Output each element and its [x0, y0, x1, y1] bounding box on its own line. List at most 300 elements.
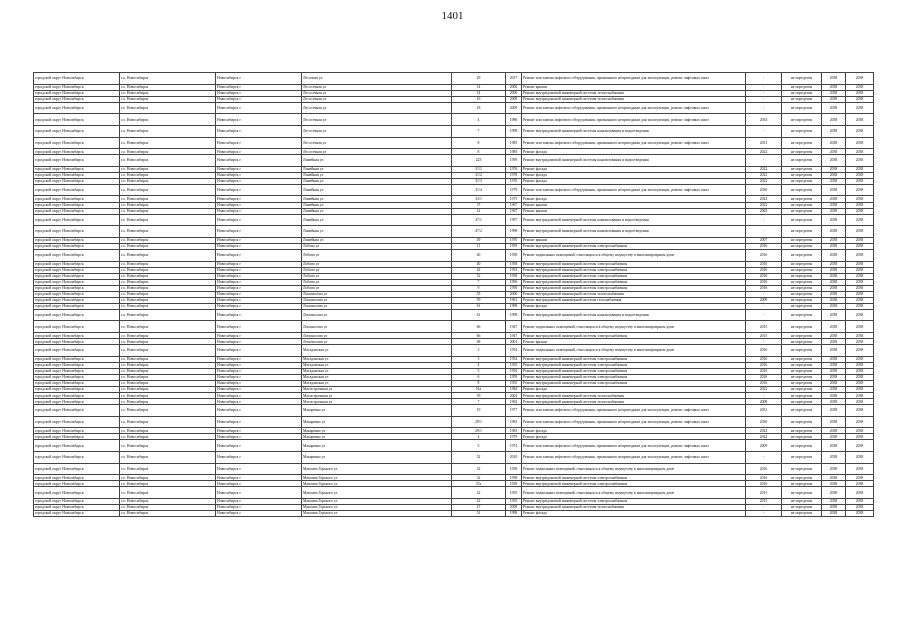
work-type-cell: Ремонт внутридомовой инженерной системы канализования и водоотведения: [522, 155, 746, 167]
year-cell: 1956: [506, 279, 522, 285]
status-cell: не определен: [782, 137, 822, 149]
year-from-cell: 2038: [822, 172, 846, 178]
plan-year-cell: -: [746, 504, 782, 510]
city-cell: Новосибирск г: [216, 114, 302, 126]
status-cell: не определен: [782, 405, 822, 417]
house-cell: 4: [452, 362, 506, 368]
settlement-cell: г.о. Новосибирск: [120, 321, 216, 333]
status-cell: не определен: [782, 380, 822, 386]
year-cell: 1953: [506, 267, 522, 273]
house-cell: 49: [452, 237, 506, 243]
city-cell: Новосибирск г: [216, 475, 302, 481]
city-cell: Новосибирск г: [216, 345, 302, 357]
year-to-cell: 2038: [846, 498, 874, 504]
settlement-cell: г.о. Новосибирск: [120, 249, 216, 261]
year-cell: 1958: [506, 249, 522, 261]
street-cell: Линейная ул: [302, 196, 452, 202]
year-from-cell: 2038: [822, 279, 846, 285]
settlement-cell: г.о. Новосибирск: [120, 73, 216, 85]
status-cell: не определен: [782, 172, 822, 178]
year-to-cell: 2038: [846, 399, 874, 405]
work-type-cell: Ремонт внутридомовой инженерной системы электроснабжения: [522, 333, 746, 339]
municipality-cell: городской округ Новосибирск: [34, 452, 120, 464]
municipality-cell: городской округ Новосибирск: [34, 237, 120, 243]
year-cell: 1976: [506, 166, 522, 172]
year-cell: 1954: [506, 368, 522, 374]
year-to-cell: 2038: [846, 303, 874, 309]
year-from-cell: 2038: [822, 196, 846, 202]
municipality-cell: городской округ Новосибирск: [34, 393, 120, 399]
city-cell: Новосибирск г: [216, 333, 302, 339]
city-cell: Новосибирск г: [216, 155, 302, 167]
year-from-cell: 2038: [822, 321, 846, 333]
year-cell: 1959: [506, 285, 522, 291]
street-cell: Лесосечная ул: [302, 137, 452, 149]
house-cell: 3: [452, 356, 506, 362]
street-cell: Максима Горького ул: [302, 487, 452, 499]
street-cell: Магистральная ул: [302, 386, 452, 392]
municipality-cell: городской округ Новосибирск: [34, 243, 120, 249]
settlement-cell: г.о. Новосибирск: [120, 416, 216, 428]
municipality-cell: городской округ Новосибирск: [34, 399, 120, 405]
year-cell: 1984: [506, 386, 522, 392]
year-from-cell: 2038: [822, 291, 846, 297]
work-type-cell: Ремонт внутридомовой инженерной системы теплоснабжения: [522, 393, 746, 399]
year-from-cell: 2038: [822, 333, 846, 339]
municipality-cell: городской округ Новосибирск: [34, 504, 120, 510]
street-cell: Лесосечная ул: [302, 84, 452, 90]
municipality-cell: городской округ Новосибирск: [34, 428, 120, 434]
municipality-cell: городской округ Новосибирск: [34, 487, 120, 499]
year-from-cell: 2038: [822, 137, 846, 149]
work-type-cell: Ремонт подвальных помещений, относящихся к общему имуществу в многоквартирном доме: [522, 487, 746, 499]
settlement-cell: г.о. Новосибирск: [120, 125, 216, 137]
city-cell: Новосибирск г: [216, 416, 302, 428]
work-type-cell: Ремонт внутридомовой инженерной системы теплоснабжения: [522, 90, 746, 96]
work-type-cell: Ремонт или замена лифтового оборудования, признанного непригодным для эксплуатации, ремонт лифтовых шахт: [522, 440, 746, 452]
city-cell: Новосибирск г: [216, 172, 302, 178]
plan-year-cell: 2016: [746, 243, 782, 249]
year-from-cell: 2038: [822, 249, 846, 261]
table-row: [34, 510, 874, 516]
municipality-cell: городской округ Новосибирск: [34, 297, 120, 303]
year-from-cell: 2038: [822, 309, 846, 321]
house-cell: 61: [452, 309, 506, 321]
city-cell: Новосибирск г: [216, 297, 302, 303]
municipality-cell: городской округ Новосибирск: [34, 345, 120, 357]
year-to-cell: 2038: [846, 73, 874, 85]
work-type-cell: Ремонт внутридомовой инженерной системы электроснабжения: [522, 285, 746, 291]
house-cell: 8: [452, 149, 506, 155]
street-cell: Лесосечная ул: [302, 149, 452, 155]
settlement-cell: г.о. Новосибирск: [120, 84, 216, 90]
work-type-cell: Ремонт крыши: [522, 202, 746, 208]
year-from-cell: 2038: [822, 362, 846, 368]
status-cell: не определен: [782, 434, 822, 440]
street-cell: Линейная ул: [302, 178, 452, 184]
plan-year-cell: 2016: [746, 345, 782, 357]
plan-year-cell: 2022: [746, 166, 782, 172]
status-cell: не определен: [782, 452, 822, 464]
work-type-cell: Ремонт крыши: [522, 339, 746, 345]
year-to-cell: 2038: [846, 202, 874, 208]
street-cell: Магаданская ул: [302, 362, 452, 368]
settlement-cell: г.о. Новосибирск: [120, 261, 216, 267]
city-cell: Новосибирск г: [216, 73, 302, 85]
settlement-cell: г.о. Новосибирск: [120, 434, 216, 440]
year-to-cell: 2038: [846, 386, 874, 392]
year-cell: 1959: [506, 243, 522, 249]
year-cell: 1986: [506, 114, 522, 126]
city-cell: Новосибирск г: [216, 380, 302, 386]
year-cell: 2004: [506, 393, 522, 399]
street-cell: Линейная ул: [302, 184, 452, 196]
year-to-cell: 2038: [846, 273, 874, 279]
street-cell: Лобова ул: [302, 243, 452, 249]
house-cell: 31/2: [452, 172, 506, 178]
year-to-cell: 2038: [846, 172, 874, 178]
year-to-cell: 2038: [846, 380, 874, 386]
plan-year-cell: -: [746, 155, 782, 167]
year-from-cell: 2038: [822, 178, 846, 184]
plan-year-cell: 2031: [746, 405, 782, 417]
table-row: [34, 463, 874, 475]
house-cell: 52: [452, 273, 506, 279]
municipality-cell: городской округ Новосибирск: [34, 249, 120, 261]
status-cell: не определен: [782, 214, 822, 226]
street-cell: Магаданская ул: [302, 345, 452, 357]
year-from-cell: 2038: [822, 481, 846, 487]
work-type-cell: Ремонт внутридомовой инженерной системы электроснабжения: [522, 368, 746, 374]
year-cell: 2009: [506, 102, 522, 114]
house-cell: 4: [452, 434, 506, 440]
municipality-cell: городской округ Новосибирск: [34, 196, 120, 202]
year-cell: 1967: [506, 208, 522, 214]
city-cell: Новосибирск г: [216, 243, 302, 249]
street-cell: Максима Горького ул: [302, 498, 452, 504]
year-from-cell: 2038: [822, 90, 846, 96]
city-cell: Новосибирск г: [216, 356, 302, 362]
year-cell: 1998: [506, 125, 522, 137]
table-row: [34, 184, 874, 196]
plan-year-cell: -: [746, 452, 782, 464]
work-type-cell: Ремонт фасада: [522, 510, 746, 516]
municipality-cell: городской округ Новосибирск: [34, 149, 120, 155]
street-cell: Лобова ул: [302, 261, 452, 267]
year-from-cell: 2038: [822, 428, 846, 434]
status-cell: не определен: [782, 386, 822, 392]
municipality-cell: городской округ Новосибирск: [34, 155, 120, 167]
year-from-cell: 2038: [822, 184, 846, 196]
settlement-cell: г.о. Новосибирск: [120, 309, 216, 321]
status-cell: не определен: [782, 309, 822, 321]
year-to-cell: 2038: [846, 362, 874, 368]
year-cell: 1970: [506, 237, 522, 243]
plan-year-cell: -: [746, 226, 782, 238]
city-cell: Новосибирск г: [216, 303, 302, 309]
year-cell: 1985: [506, 149, 522, 155]
street-cell: Лобова ул: [302, 249, 452, 261]
settlement-cell: г.о. Новосибирск: [120, 362, 216, 368]
year-cell: 2006: [506, 291, 522, 297]
year-cell: 1974: [506, 440, 522, 452]
year-cell: 2008: [506, 96, 522, 102]
street-cell: Линейная ул: [302, 202, 452, 208]
house-cell: 19: [452, 405, 506, 417]
work-type-cell: Ремонт фасада: [522, 196, 746, 202]
table-body: [34, 73, 874, 517]
status-cell: не определен: [782, 321, 822, 333]
settlement-cell: г.о. Новосибирск: [120, 374, 216, 380]
year-from-cell: 2038: [822, 267, 846, 273]
settlement-cell: г.о. Новосибирск: [120, 399, 216, 405]
city-cell: Новосибирск г: [216, 386, 302, 392]
status-cell: не определен: [782, 267, 822, 273]
house-cell: 4: [452, 114, 506, 126]
street-cell: Макаренко ул: [302, 434, 452, 440]
municipality-cell: городской округ Новосибирск: [34, 386, 120, 392]
house-cell: 18: [452, 102, 506, 114]
status-cell: не определен: [782, 178, 822, 184]
year-cell: 2010: [506, 452, 522, 464]
house-cell: 55: [452, 291, 506, 297]
year-from-cell: 2038: [822, 510, 846, 516]
plan-year-cell: -: [746, 291, 782, 297]
year-to-cell: 2038: [846, 393, 874, 399]
status-cell: не определен: [782, 208, 822, 214]
year-from-cell: 2038: [822, 498, 846, 504]
plan-year-cell: 2016: [746, 356, 782, 362]
status-cell: не определен: [782, 487, 822, 499]
settlement-cell: г.о. Новосибирск: [120, 208, 216, 214]
plan-year-cell: -: [746, 90, 782, 96]
municipality-cell: городской округ Новосибирск: [34, 356, 120, 362]
house-cell: 14: [452, 90, 506, 96]
house-cell: 8: [452, 380, 506, 386]
city-cell: Новосибирск г: [216, 96, 302, 102]
plan-year-cell: 2016: [746, 475, 782, 481]
settlement-cell: г.о. Новосибирск: [120, 393, 216, 399]
city-cell: Новосибирск г: [216, 498, 302, 504]
house-cell: 225: [452, 155, 506, 167]
house-cell: 16: [452, 96, 506, 102]
year-to-cell: 2038: [846, 368, 874, 374]
table-row: [34, 452, 874, 464]
street-cell: Макаренко ул: [302, 428, 452, 434]
work-type-cell: Ремонт внутридомовой инженерной системы электроснабжения: [522, 356, 746, 362]
table-row: [34, 405, 874, 417]
city-cell: Новосибирск г: [216, 90, 302, 96]
city-cell: Новосибирск г: [216, 202, 302, 208]
year-from-cell: 2038: [822, 487, 846, 499]
settlement-cell: г.о. Новосибирск: [120, 428, 216, 434]
year-to-cell: 2038: [846, 184, 874, 196]
house-cell: 51а: [452, 386, 506, 392]
work-type-cell: Ремонт внутридомовой инженерной системы электроснабжения: [522, 498, 746, 504]
street-cell: Максима Горького ул: [302, 475, 452, 481]
street-cell: Макаренко ул: [302, 440, 452, 452]
street-cell: Магистральная ул: [302, 393, 452, 399]
settlement-cell: г.о. Новосибирск: [120, 303, 216, 309]
year-to-cell: 2038: [846, 96, 874, 102]
year-cell: 1955: [506, 380, 522, 386]
table-row: [34, 345, 874, 357]
year-from-cell: 2038: [822, 285, 846, 291]
work-type-cell: Ремонт внутридомовой инженерной системы электроснабжения: [522, 273, 746, 279]
table-row: [34, 137, 874, 149]
work-type-cell: Ремонт внутридомовой инженерной системы электроснабжения: [522, 380, 746, 386]
year-cell: 1997: [506, 214, 522, 226]
plan-year-cell: 2016: [746, 374, 782, 380]
house-cell: 29: [452, 73, 506, 85]
status-cell: не определен: [782, 291, 822, 297]
plan-year-cell: 2015: [746, 321, 782, 333]
city-cell: Новосибирск г: [216, 208, 302, 214]
settlement-cell: г.о. Новосибирск: [120, 96, 216, 102]
status-cell: не определен: [782, 149, 822, 155]
year-cell: 1958: [506, 481, 522, 487]
work-type-cell: Ремонт или замена лифтового оборудования, признанного непригодным для эксплуатации, ремонт лифтовых шахт: [522, 405, 746, 417]
settlement-cell: г.о. Новосибирск: [120, 481, 216, 487]
street-cell: Лобова ул: [302, 279, 452, 285]
year-cell: 1958: [506, 463, 522, 475]
plan-year-cell: 2016: [746, 273, 782, 279]
city-cell: Новосибирск г: [216, 84, 302, 90]
status-cell: не определен: [782, 374, 822, 380]
house-cell: 42: [452, 267, 506, 273]
year-to-cell: 2038: [846, 333, 874, 339]
year-from-cell: 2038: [822, 504, 846, 510]
year-to-cell: 2038: [846, 510, 874, 516]
house-cell: 41: [452, 208, 506, 214]
plan-year-cell: 2009: [746, 297, 782, 303]
city-cell: Новосибирск г: [216, 261, 302, 267]
street-cell: Ломоносова ул: [302, 321, 452, 333]
year-from-cell: 2038: [822, 475, 846, 481]
plan-year-cell: 2016: [746, 261, 782, 267]
work-type-cell: Ремонт внутридомовой инженерной системы газоснабжения: [522, 297, 746, 303]
year-cell: 1955: [506, 498, 522, 504]
work-type-cell: Ремонт подвальных помещений, относящихся к общему имуществу в многоквартирном доме: [522, 463, 746, 475]
year-from-cell: 2038: [822, 208, 846, 214]
plan-year-cell: 2016: [746, 362, 782, 368]
year-cell: 1985: [506, 137, 522, 149]
plan-year-cell: -: [746, 309, 782, 321]
street-cell: Максима Горького ул: [302, 510, 452, 516]
city-cell: Новосибирск г: [216, 309, 302, 321]
table-row: [34, 102, 874, 114]
plan-year-cell: 2016: [746, 267, 782, 273]
plan-year-cell: 2022: [746, 434, 782, 440]
settlement-cell: г.о. Новосибирск: [120, 504, 216, 510]
plan-year-cell: 2007: [746, 237, 782, 243]
municipality-cell: городской округ Новосибирск: [34, 434, 120, 440]
year-cell: 1947: [506, 321, 522, 333]
municipality-cell: городской округ Новосибирск: [34, 362, 120, 368]
year-from-cell: 2038: [822, 416, 846, 428]
settlement-cell: г.о. Новосибирск: [120, 487, 216, 499]
street-cell: Ломоносова ул: [302, 339, 452, 345]
work-type-cell: Ремонт внутридомовой инженерной системы электроснабжения: [522, 475, 746, 481]
year-cell: 2001: [506, 339, 522, 345]
plan-year-cell: 2022: [746, 428, 782, 434]
year-cell: 1976: [506, 178, 522, 184]
status-cell: не определен: [782, 84, 822, 90]
plan-year-cell: -: [746, 102, 782, 114]
status-cell: не определен: [782, 428, 822, 434]
table-row: [34, 155, 874, 167]
city-cell: Новосибирск г: [216, 339, 302, 345]
work-type-cell: Ремонт внутридомовой инженерной системы канализования и водоотведения: [522, 125, 746, 137]
street-cell: Линейная ул: [302, 155, 452, 167]
plan-year-cell: 2065: [746, 208, 782, 214]
year-from-cell: 2038: [822, 96, 846, 102]
work-type-cell: Ремонт или замена лифтового оборудования, признанного непригодным для эксплуатации, ремонт лифтовых шахт: [522, 114, 746, 126]
house-cell: 59: [452, 393, 506, 399]
year-to-cell: 2038: [846, 84, 874, 90]
year-cell: 1955: [506, 487, 522, 499]
house-cell: 59: [452, 297, 506, 303]
status-cell: не определен: [782, 90, 822, 96]
municipality-cell: городской округ Новосибирск: [34, 137, 120, 149]
plan-year-cell: 2022: [746, 202, 782, 208]
work-type-cell: Ремонт фасада: [522, 434, 746, 440]
settlement-cell: г.о. Новосибирск: [120, 339, 216, 345]
municipality-cell: городской округ Новосибирск: [34, 90, 120, 96]
year-cell: 1998: [506, 510, 522, 516]
municipality-cell: городской округ Новосибирск: [34, 178, 120, 184]
city-cell: Новосибирск г: [216, 440, 302, 452]
table-row: [34, 309, 874, 321]
house-cell: 31/1: [452, 166, 506, 172]
street-cell: Лобова ул: [302, 267, 452, 273]
table-row: [34, 440, 874, 452]
plan-year-cell: -: [746, 339, 782, 345]
year-from-cell: 2038: [822, 463, 846, 475]
year-to-cell: 2038: [846, 428, 874, 434]
house-cell: 29/1: [452, 428, 506, 434]
house-cell: 47: [452, 504, 506, 510]
work-type-cell: Ремонт фасада: [522, 149, 746, 155]
municipality-cell: городской округ Новосибирск: [34, 267, 120, 273]
year-from-cell: 2038: [822, 166, 846, 172]
year-to-cell: 2038: [846, 90, 874, 96]
municipality-cell: городской округ Новосибирск: [34, 166, 120, 172]
house-cell: 61: [452, 303, 506, 309]
work-type-cell: Ремонт или замена лифтового оборудования, признанного непригодным для эксплуатации, ремонт лифтовых шахт: [522, 137, 746, 149]
street-cell: Лесозная ул: [302, 73, 452, 85]
plan-year-cell: 2016: [746, 368, 782, 374]
year-cell: 1959: [506, 374, 522, 380]
settlement-cell: г.о. Новосибирск: [120, 368, 216, 374]
plan-year-cell: 2022: [746, 149, 782, 155]
year-from-cell: 2038: [822, 303, 846, 309]
house-cell: 31/4: [452, 184, 506, 196]
year-from-cell: 2038: [822, 149, 846, 155]
work-type-cell: Ремонт крыши: [522, 208, 746, 214]
plan-year-cell: -: [746, 125, 782, 137]
year-to-cell: 2038: [846, 208, 874, 214]
status-cell: не определен: [782, 243, 822, 249]
settlement-cell: г.о. Новосибирск: [120, 196, 216, 202]
status-cell: не определен: [782, 399, 822, 405]
year-to-cell: 2038: [846, 487, 874, 499]
plan-year-cell: 2030: [746, 184, 782, 196]
year-to-cell: 2038: [846, 339, 874, 345]
settlement-cell: г.о. Новосибирск: [120, 184, 216, 196]
plan-year-cell: 2016: [746, 285, 782, 291]
street-cell: Ломоносова ул: [302, 303, 452, 309]
